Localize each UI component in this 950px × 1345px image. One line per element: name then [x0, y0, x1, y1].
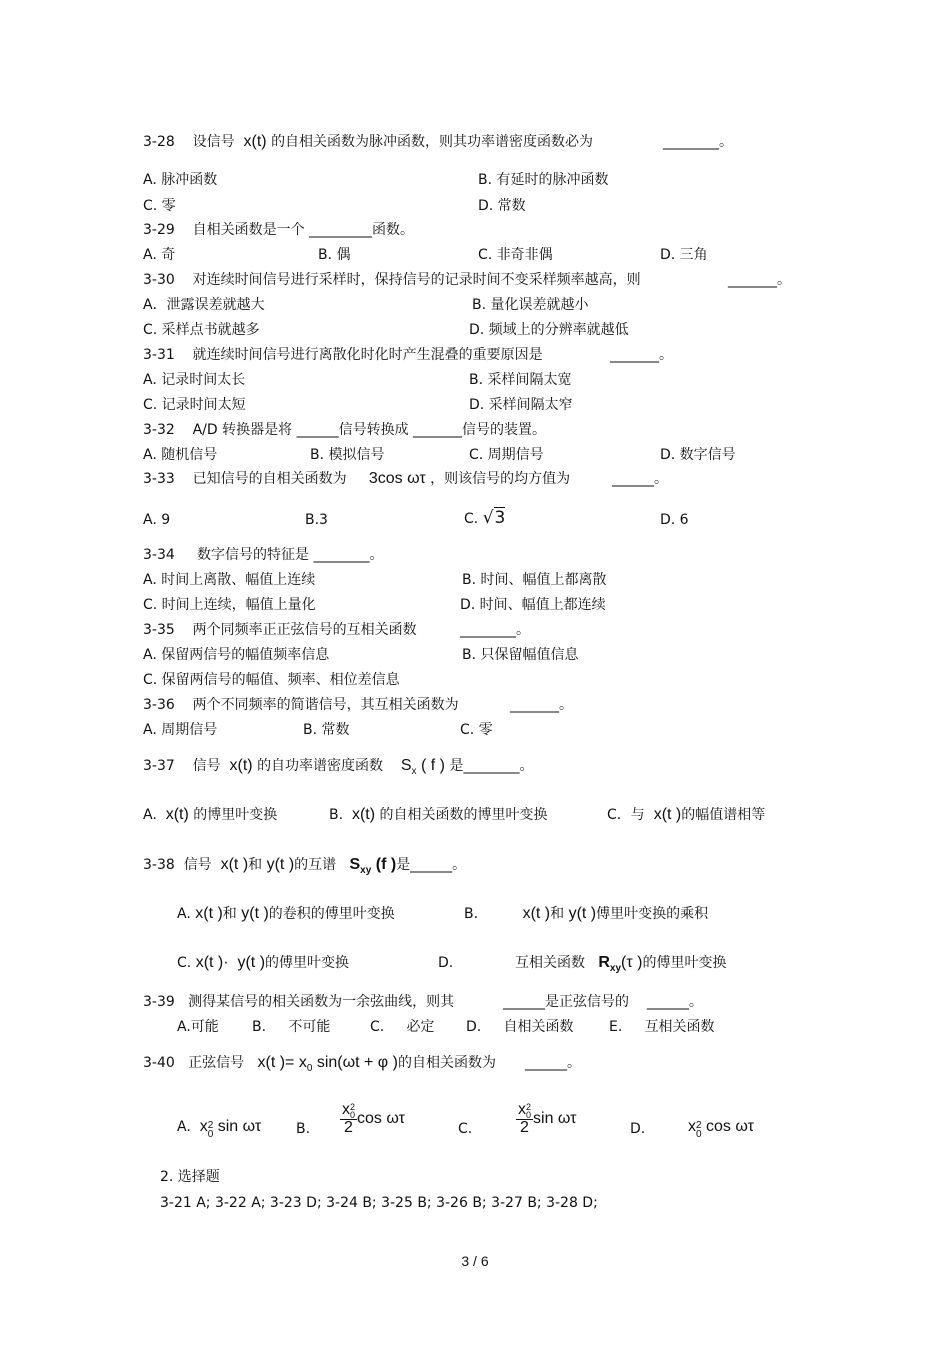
option-c — [464, 509, 505, 528]
question-text: 的自相关函数为 — [397, 1055, 496, 1071]
option-label: D. — [466, 1019, 482, 1035]
question-text: 已知信号的自相关函数为 — [192, 471, 347, 487]
option-e — [609, 1018, 715, 1036]
option-c: C. 零 — [143, 198, 176, 214]
question-3-28 — [143, 133, 593, 151]
option-b: B. 模拟信号 — [310, 447, 385, 463]
option-label: B. — [464, 906, 479, 922]
option-b: B. 采样间隔太宽 — [469, 372, 572, 388]
option-text: 的幅值谱相等 — [681, 807, 766, 823]
math-argument: ( f ) — [421, 757, 445, 774]
option-a: A. 保留两信号的幅值频率信息 — [143, 647, 330, 663]
math-subscript: 0 — [526, 1110, 532, 1120]
option-a: A. 时间上离散、幅值上连续 — [143, 572, 316, 588]
option-d-label: D. — [630, 1121, 646, 1137]
math-answer — [688, 1118, 754, 1140]
option-label: A. — [143, 807, 157, 823]
math-subscript: x — [411, 766, 417, 777]
question-text: 和 — [248, 857, 263, 873]
question-text: 是________。 — [449, 758, 534, 774]
option-text: 的傅里叶变换 — [642, 955, 727, 971]
question-text: ，则该信号的均方值为 — [430, 471, 571, 487]
option-c — [177, 954, 349, 972]
option-c: C. 周期信号 — [469, 447, 544, 463]
option-label: B. — [329, 807, 344, 823]
question-text: 自相关函数是一个 _________函数。 — [192, 222, 415, 238]
math-symbol: S — [349, 856, 361, 873]
math-psd — [400, 757, 445, 777]
math-subscript: 0 — [350, 1110, 356, 1120]
option-label: C. — [177, 955, 192, 971]
math-subscript: xy — [360, 865, 372, 876]
option-d: D. 三角 — [660, 247, 708, 263]
option-text: 和 — [550, 906, 565, 922]
question-number: 3-39 — [143, 994, 175, 1010]
option-label: B. — [252, 1019, 267, 1035]
answer-blank: ______。 — [646, 994, 703, 1010]
question-3-36 — [143, 696, 459, 714]
math-signal: x(t) — [243, 133, 267, 150]
option-d — [438, 954, 453, 972]
option-d — [466, 1018, 574, 1036]
option-b: B. 只保留幅值信息 — [462, 647, 579, 663]
math-subscript: 0 — [306, 1063, 313, 1074]
math-fraction — [516, 1102, 533, 1136]
option-b — [464, 905, 708, 923]
question-3-34 — [143, 546, 384, 564]
math-subscript: 0 — [696, 1129, 702, 1140]
math-supsub — [350, 1103, 355, 1119]
question-number: 3-29 — [143, 222, 175, 238]
option-a: A. 9 — [143, 512, 171, 528]
question-number: 3-28 — [143, 134, 175, 150]
question-3-32 — [143, 421, 546, 439]
math-superscript: 2 — [696, 1120, 702, 1131]
question-text: 两个不同频率的简谐信号，其互相关函数为 — [192, 697, 459, 713]
option-a: A. 随机信号 — [143, 447, 218, 463]
option-b: B. 量化误差就越小 — [472, 297, 589, 313]
question-text: 数字信号的特征是 ________。 — [197, 547, 384, 563]
math-signal-x: x(t ) — [220, 856, 249, 873]
math-cross-correlation — [598, 954, 622, 974]
option-a: A．泄露误差就越大 — [143, 297, 265, 313]
question-text: 是______。 — [396, 857, 467, 873]
question-3-37 — [143, 757, 533, 781]
question-3-40 — [143, 1054, 496, 1078]
question-text: 两个同频率正正弦信号的互相关函数 — [192, 622, 417, 638]
sqrt-icon: √3 — [482, 508, 506, 528]
option-c — [516, 1102, 577, 1136]
option-text: 互相关函数 — [515, 955, 585, 971]
math-signal: x(t) — [351, 806, 376, 823]
option-a — [143, 806, 277, 824]
math-signal-x: x(t ) — [195, 905, 223, 922]
question-text: 设信号 — [192, 134, 235, 150]
math-signal: x(t) — [229, 757, 253, 774]
math-lhs: x(t )= x — [257, 1054, 307, 1071]
question-text: 对连续时间信号进行采样时，保持信号的记录时间不变采样频率越高，则 — [192, 272, 641, 288]
question-3-31 — [143, 346, 543, 364]
option-label: E. — [609, 1019, 623, 1035]
question-text: A/D 转换器是将 ______信号转换成 _______信号的装置。 — [192, 422, 547, 438]
option-text: 的自相关函数的博里叶变换 — [379, 807, 548, 823]
math-subscript: 0 — [207, 1129, 214, 1140]
answer-blank: ________。 — [460, 622, 530, 638]
math-expression: 3cos ωτ — [368, 470, 426, 487]
option-label: C．与 — [607, 807, 645, 823]
math-signal: x(t ) — [653, 806, 682, 823]
math-function: cos ωτ — [701, 1118, 754, 1135]
math-superscript: 2 — [526, 1102, 532, 1112]
question-3-39 — [143, 993, 454, 1011]
page-number: 3 / 6 — [461, 1253, 489, 1269]
option-label: A. — [177, 906, 191, 922]
option-c: C. 非奇非偶 — [478, 247, 553, 263]
option-b — [252, 1018, 330, 1036]
option-b: B. 偶 — [318, 247, 351, 263]
math-signal: x(t) — [165, 806, 189, 823]
math-symbol: S — [400, 757, 412, 774]
math-function: sin ωτ — [533, 1110, 577, 1127]
math-argument: (f ) — [375, 856, 397, 873]
math-symbol: x — [688, 1118, 696, 1135]
option-d: D. 采样间隔太窄 — [469, 397, 573, 413]
answer-blank: _______。 — [610, 347, 673, 363]
option-b: B. 有延时的脉冲函数 — [478, 172, 609, 188]
option-d: D. 时间、幅值上都连续 — [460, 597, 606, 613]
option-c: C. 记录时间太短 — [143, 397, 246, 413]
math-function: sin ωτ — [213, 1118, 262, 1135]
option-b: B. 常数 — [303, 722, 350, 738]
math-fraction — [340, 1102, 357, 1136]
math-denominator: 2 — [520, 1119, 529, 1136]
question-number: 3-38 — [143, 857, 175, 873]
option-b: B.3 — [305, 512, 328, 528]
math-supsub — [526, 1103, 531, 1119]
option-label: C. — [370, 1019, 385, 1035]
answer-blank: _______。 — [510, 697, 573, 713]
math-numerator — [516, 1102, 533, 1120]
option-text: 傅里叶变换的乘积 — [596, 906, 709, 922]
answer-blank: ______是正弦信号的 — [503, 994, 629, 1010]
option-text: 和 — [222, 906, 237, 922]
question-number: 3-33 — [143, 471, 175, 487]
question-text: 信号 — [183, 857, 212, 873]
option-d: D. 数字信号 — [660, 447, 736, 463]
section-heading: 2. 选择题 — [160, 1169, 220, 1185]
option-d-content — [515, 954, 726, 978]
math-signal-y: y(t ) — [241, 905, 269, 922]
option-d: D. 频域上的分辨率就越低 — [469, 322, 629, 338]
question-number: 3-36 — [143, 697, 175, 713]
math-symbol: x — [199, 1118, 208, 1135]
answer-key: 3-21 A; 3-22 A; 3-23 D; 3-24 B; 3-25 B; 3-26 B; 3-27 B; 3-28 D; — [160, 1195, 598, 1211]
answer-blanks — [503, 993, 703, 1011]
option-text: 的傅里叶变换 — [265, 955, 350, 971]
option-a — [177, 905, 395, 923]
question-text: 的自相关函数为脉冲函数，则其功率谱密度函数必为 — [271, 134, 594, 150]
question-number: 3-32 — [143, 422, 175, 438]
option-text: 必定 — [406, 1019, 435, 1035]
radicand: 3 — [494, 508, 506, 528]
option-c — [370, 1018, 435, 1036]
option-b-label: B. — [296, 1121, 311, 1137]
option-a: A.可能 — [177, 1019, 219, 1035]
question-number: 3-31 — [143, 347, 175, 363]
option-label: A. — [177, 1119, 191, 1135]
option-a — [177, 1118, 261, 1139]
question-3-38 — [143, 856, 466, 880]
answer-blank: _______。 — [728, 272, 791, 288]
option-text: 的博里叶变换 — [193, 807, 278, 823]
option-c: C. 保留两信号的幅值、频率、相位差信息 — [143, 672, 400, 688]
math-rhs: sin(ωt + φ ) — [312, 1054, 398, 1071]
option-c: C. 采样点书就越多 — [143, 322, 260, 338]
question-3-33 — [143, 470, 570, 488]
question-number: 3-30 — [143, 272, 175, 288]
question-3-29 — [143, 221, 414, 239]
math-superscript: 2 — [350, 1102, 356, 1112]
question-text: 信号 — [192, 758, 221, 774]
question-text: 正弦信号 — [188, 1055, 245, 1071]
option-b: B. 时间、幅值上都离散 — [462, 572, 607, 588]
question-number: 3-37 — [143, 758, 175, 774]
option-a: A. 周期信号 — [143, 722, 218, 738]
answer-blank: ______。 — [612, 471, 668, 487]
option-label: D. — [438, 955, 454, 971]
option-a: A. 记录时间太长 — [143, 372, 246, 388]
answer-blank: ________。 — [663, 134, 733, 150]
math-symbol: R — [598, 954, 610, 971]
math-signal-y: y(t ) — [266, 856, 295, 873]
math-answer — [199, 1118, 262, 1140]
question-3-30 — [143, 271, 641, 289]
question-number: 3-34 — [143, 547, 175, 563]
question-text: 的自功率谱密度函数 — [257, 758, 384, 774]
option-d — [688, 1118, 754, 1139]
math-cross-spectrum — [349, 856, 397, 876]
option-text: 互相关函数 — [644, 1019, 715, 1035]
math-function: cos ωτ — [357, 1110, 405, 1127]
math-numerator — [340, 1102, 357, 1120]
option-d: D. 6 — [660, 512, 689, 528]
math-superscript: 2 — [207, 1120, 214, 1131]
question-number: 3-40 — [143, 1055, 175, 1071]
math-argument: (τ ) — [621, 954, 643, 971]
option-a: A. 脉冲函数 — [143, 172, 218, 188]
math-signal-x: x(t ) — [522, 905, 551, 922]
question-text: 的互谱 — [294, 857, 337, 873]
option-b — [329, 806, 548, 824]
math-denominator: 2 — [344, 1119, 353, 1136]
answer-blank: ______。 — [525, 1055, 581, 1071]
option-c-label: C. — [458, 1121, 473, 1137]
option-label: C. — [464, 511, 479, 527]
option-c: C. 零 — [460, 722, 493, 738]
math-signal-x: x(t )· — [195, 954, 229, 971]
option-a: A. 奇 — [143, 247, 176, 263]
option-text: 不可能 — [288, 1019, 331, 1035]
math-symbol: x — [518, 1101, 526, 1118]
math-subscript: xy — [609, 963, 622, 974]
math-symbol: x — [342, 1101, 350, 1118]
option-text: 自相关函数 — [503, 1019, 574, 1035]
math-expression — [257, 1054, 398, 1074]
question-text: 就连续时间信号进行离散化时化时产生混叠的重要原因是 — [192, 347, 543, 363]
option-text: 的卷积的傅里叶变换 — [268, 906, 395, 922]
question-text: 测得某信号的相关函数为一余弦曲线，则其 — [188, 994, 455, 1010]
option-c: C. 时间上连续，幅值上量化 — [143, 597, 316, 613]
option-c — [607, 806, 765, 824]
math-signal-y: y(t ) — [568, 905, 597, 922]
question-3-35 — [143, 621, 417, 639]
math-signal-y: y(t ) — [237, 954, 266, 971]
option-b — [340, 1102, 405, 1136]
option-d: D. 常数 — [478, 198, 526, 214]
question-number: 3-35 — [143, 622, 175, 638]
